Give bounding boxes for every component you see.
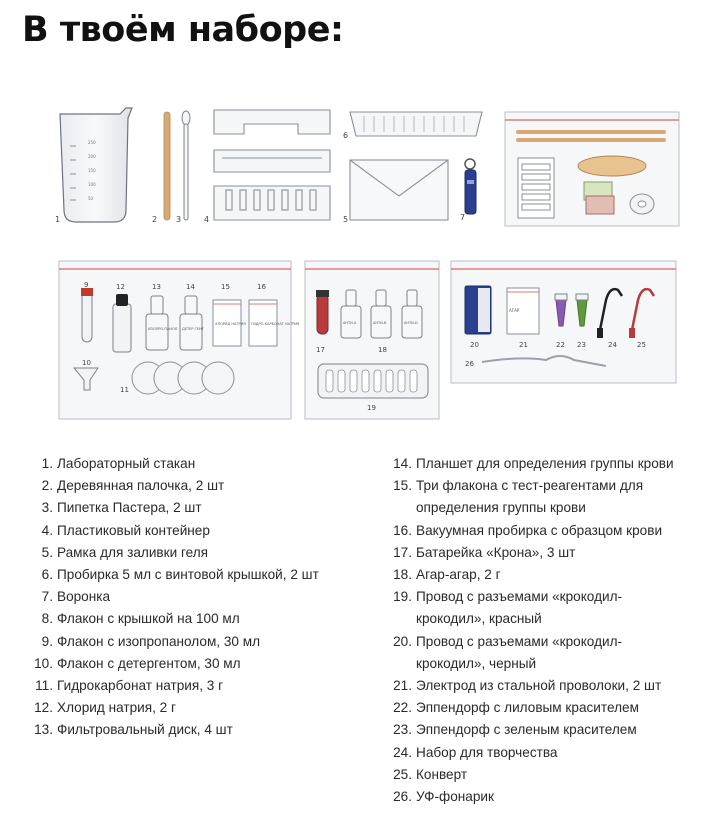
electrophoresis-bag-icon	[451, 261, 676, 383]
sachet-label: ГИДРО-КАРБОНАТ НАТРИЯ	[251, 322, 300, 326]
list-item: 1. Лабораторный стакан	[41, 456, 196, 471]
list-item: 22. Эппендорф с лиловым красителем	[393, 700, 639, 716]
list-item: 17. Батарейка «Крона», 3 шт	[393, 544, 576, 560]
bottle-label: АНТИ-D	[404, 321, 418, 325]
item-number: 21	[519, 341, 528, 349]
bottle-label: ДЕТЕР-ГЕНТ	[182, 327, 204, 331]
blood-test-bag-icon	[305, 261, 439, 419]
item-number: 10	[82, 359, 91, 367]
item-number: 12	[116, 283, 125, 291]
list-item: 4. Пластиковый контейнер	[41, 522, 210, 538]
list-item: 20. Провод с разъемами «крокодил- крокодил», черный	[393, 633, 623, 671]
list-item: 10. Флакон с детергентом, 30 мл	[34, 655, 241, 671]
list-item: 3. Пипетка Пастера, 2 шт	[41, 500, 202, 516]
list-item: 13. Фильтровальный диск, 4 шт	[34, 722, 233, 738]
bottle-label: ИЗОПРО-ПАНОЛ	[148, 327, 178, 331]
list-item: 15. Три флакона с тест-реагентами для определения группы крови	[393, 478, 644, 516]
item-number: 26	[465, 360, 474, 368]
bottle-label: АНТИ-А	[343, 321, 357, 325]
creative-set-bag-icon	[505, 112, 679, 226]
beaker-scale-label: 100	[88, 182, 96, 187]
list-item: 26. УФ-фонарик	[393, 789, 494, 805]
uv-flashlight-icon	[465, 159, 476, 214]
list-item: 8. Флакон с крышкой на 100 мл	[41, 611, 240, 627]
item-number: 18	[378, 346, 387, 354]
item-number: 22	[556, 341, 565, 349]
list-item: 19. Провод с разъемами «крокодил- крокодил», красный	[393, 589, 623, 627]
item-number: 6	[343, 131, 349, 140]
item-number: 20	[470, 341, 479, 349]
plastic-container-icon	[214, 110, 330, 220]
kit-list-left	[30, 453, 375, 742]
list-item: 2. Деревянная палочка, 2 шт	[41, 478, 225, 494]
item-number: 5	[343, 215, 349, 224]
item-number: 1	[55, 215, 61, 224]
envelope-icon	[350, 160, 448, 220]
item-number: 4	[204, 215, 210, 224]
list-item: 6. Пробирка 5 мл с винтовой крышкой, 2 шт	[41, 567, 319, 583]
list-item: 7. Воронка	[41, 589, 111, 605]
sachet-label: ХЛОРИД НАТРИЯ	[215, 322, 246, 326]
beaker-scale-label: 250	[88, 140, 96, 145]
item-number: 17	[316, 346, 325, 354]
item-number: 16	[257, 283, 266, 291]
wooden-stick-icon	[164, 112, 170, 220]
item-number: 9	[84, 281, 89, 289]
list-item: 25. Конверт	[393, 766, 468, 782]
sachet-label: АГАР	[509, 308, 520, 313]
item-number: 2	[152, 215, 158, 224]
list-item: 21. Электрод из стальной проволоки, 2 шт	[393, 678, 662, 694]
gel-frame-icon	[350, 112, 482, 136]
list-item: 11. Гидрокарбонат натрия, 3 г	[35, 678, 224, 694]
beaker-icon	[60, 108, 132, 222]
beaker-scale-label: 50	[88, 196, 94, 201]
item-number: 19	[367, 404, 376, 412]
item-number: 3	[176, 215, 182, 224]
beaker-scale-label: 200	[88, 154, 96, 159]
list-item: 9. Флакон с изопропанолом, 30 мл	[41, 633, 261, 649]
list-item: 24. Набор для творчества	[393, 744, 558, 760]
item-number: 13	[152, 283, 161, 291]
item-number: 11	[120, 386, 129, 394]
item-number: 24	[608, 341, 617, 349]
pipette-icon	[182, 111, 190, 220]
item-number: 14	[186, 283, 195, 291]
list-item: 18. Агар-агар, 2 г	[393, 567, 501, 583]
list-item: 16. Вакуумная пробирка с образцом крови	[393, 522, 663, 538]
page-title: В твоём наборе:	[22, 10, 344, 50]
item-number: 15	[221, 283, 230, 291]
beaker-scale-label: 150	[88, 168, 96, 173]
kit-list-right	[390, 453, 720, 808]
item-number: 7	[460, 213, 466, 222]
item-number: 25	[637, 341, 646, 349]
list-item: 12. Хлорид натрия, 2 г	[34, 700, 176, 716]
list-item: 14. Планшет для определения группы крови	[393, 456, 674, 471]
list-item: 23. Эппендорф с зеленым красителем	[393, 722, 637, 738]
item-number: 23	[577, 341, 586, 349]
list-item: 5. Рамка для заливки геля	[41, 544, 209, 560]
bottle-label: АНТИ-В	[373, 321, 387, 325]
